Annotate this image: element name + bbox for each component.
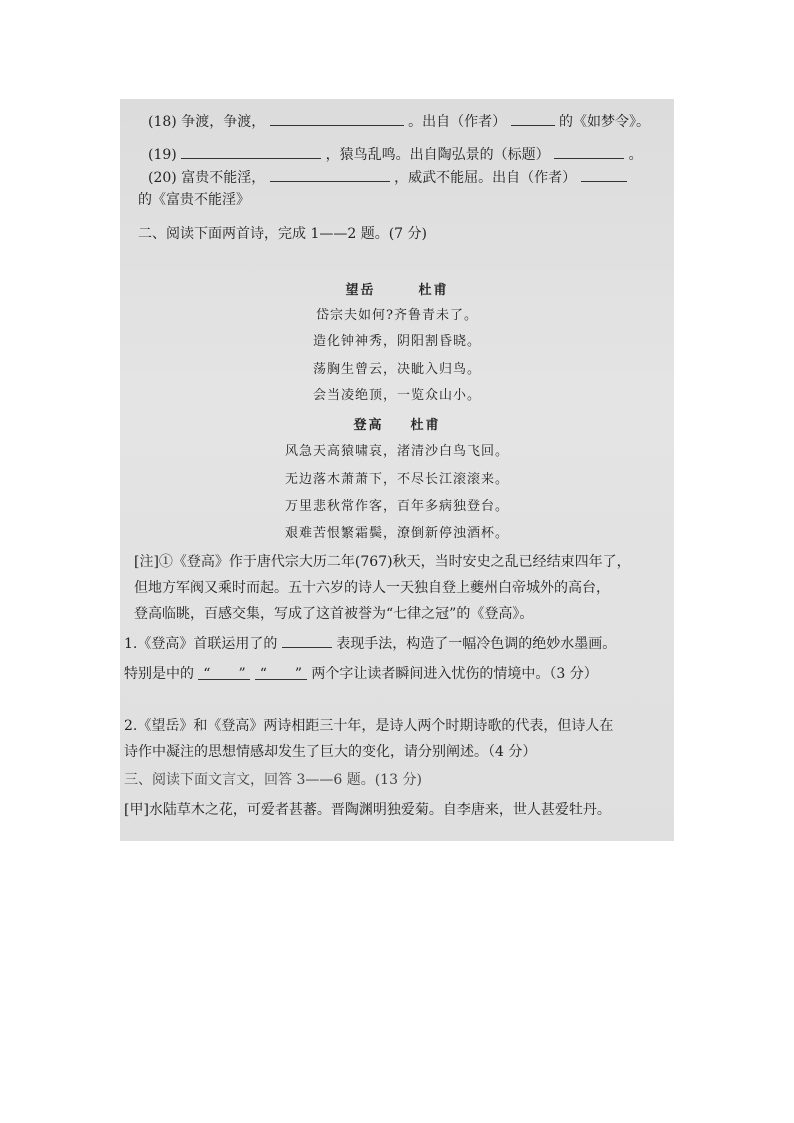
question-20-continued: 的《富贵不能淫》 [138,192,250,208]
section-2-heading: 二、阅读下面两首诗，完成 1——2 题。(7 分) [138,226,427,242]
question-20: (20) 富贵不能淫， ，威武不能屈。出自（作者） [148,167,674,187]
poem-1-line: 岱宗夫如何?齐鲁青未了。 [316,308,478,323]
question-1: 1.《登高》首联运用了的 表现手法，构造了一幅冷色调的绝妙水墨画。 [124,633,674,653]
poem-1-line: 会当凌绝顶，一览众山小。 [312,388,481,403]
scanned-exam-page [120,99,674,841]
poem-1-line: 造化钟神秀，阴阳割昏晓。 [312,334,481,349]
answer-blank[interactable] [511,111,555,126]
answer-blank[interactable] [581,167,627,182]
answer-blank[interactable] [270,111,404,126]
question-2-continued: 诗作中凝注的思想情感却发生了巨大的变化，请分别阐述。（4 分） [124,744,537,760]
question-19: (19) ，猿鸟乱鸣。出自陶弘景的（标题） 。 [148,144,674,164]
section-3-heading: 三、阅读下面文言文，回答 3——6 题。(13 分) [124,772,422,788]
answer-blank[interactable] [282,633,332,648]
note-line: 但地方军阀又乘时而起。五十六岁的诗人一天独自登上夔州白帝城外的高台， [134,580,610,596]
poem-1-title: 望岳 杜甫 [345,283,449,298]
answer-blank[interactable]: “ ” [255,665,307,680]
answer-blank[interactable] [554,144,624,159]
poem-2-line: 艰难苦恨繁霜鬓，潦倒新停浊酒杯。 [284,526,509,541]
poem-2-line: 万里悲秋常作客，百年多病独登台。 [284,499,509,514]
section-3-text: [甲]水陆草木之花，可爱者甚蕃。晋陶渊明独爱菊。自李唐来，世人甚爱牡丹。 [124,802,611,818]
poem-2-title: 登高 杜甫 [353,418,441,433]
poem-2-line: 无边落木萧萧下，不尽长江滚滚来。 [284,472,509,487]
poem-1-line: 荡胸生曾云，决眦入归鸟。 [312,362,481,377]
question-2: 2.《望岳》和《登高》两诗相距三十年，是诗人两个时期诗歌的代表，但诗人在 [124,718,614,734]
answer-blank[interactable]: “ ” [198,665,250,680]
answer-blank[interactable] [270,167,390,182]
note-line: [注]①《登高》作于唐代宗大历二年(767)秋天，当时安史之乱已经结束四年了， [134,554,631,570]
question-1-continued: 特别是中的 “ ” “ ” 两个字让读者瞬间进入忧伤的情境中。（3 分） [124,666,598,682]
answer-blank[interactable] [181,144,321,159]
note-line: 登高临眺，百感交集，写成了这首被誉为“七律之冠”的《登高》。 [134,606,534,622]
poem-2-line: 风急天高猿啸哀，渚清沙白鸟飞回。 [284,444,509,459]
question-18: (18) 争渡，争渡， 。出自（作者） 的《如梦令》。 [148,111,674,131]
